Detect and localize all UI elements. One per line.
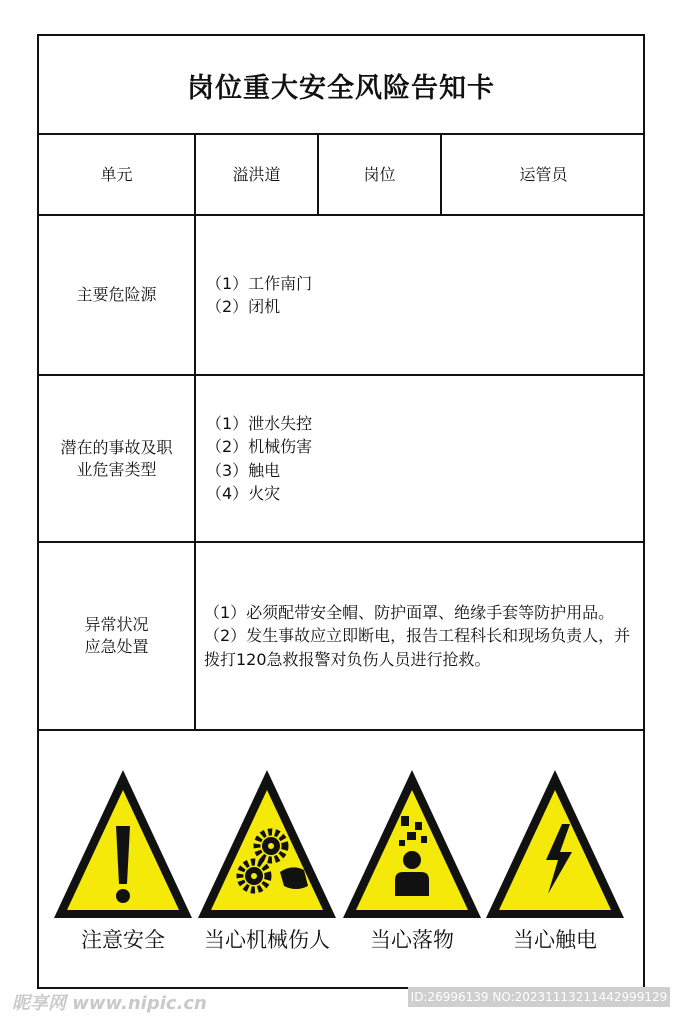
electric-shock-sign (480, 736, 630, 918)
card-title: 岗位重大安全风险告知卡 (187, 72, 495, 104)
emergency-label (39, 543, 194, 729)
hazard-label: 主要危险源 (76, 285, 157, 304)
emergency-label-line: 异常状况 (84, 615, 149, 634)
sign-label: 注意安全 (81, 928, 165, 952)
list-item: （1）必须配带安全帽、防护面罩、绝缘手套等防护用品。 (204, 602, 615, 622)
emergency-list (196, 543, 645, 729)
accident-list (196, 376, 645, 541)
list-item: （2）发生事故应立即断电，报告工程科长和现场负责人，并 (204, 626, 631, 646)
falling-object-sign (337, 736, 487, 918)
sign-label: 当心机械伤人 (204, 928, 330, 952)
list-item: （2）闭机 (206, 297, 281, 316)
divider (39, 729, 643, 731)
accident-label-line: 潜在的事故及职 (60, 437, 173, 457)
unit-value: 溢洪道 (232, 164, 281, 184)
sign-label: 当心落物 (370, 928, 454, 952)
lightning-icon (484, 736, 626, 918)
list-item: 拨打120急救报警对负伤人员进行抢救。 (204, 649, 491, 669)
accident-label-line: 业危害类型 (76, 459, 157, 479)
machine-injury-sign (192, 736, 342, 918)
gear-hand-icon (196, 736, 338, 918)
list-item: （1）工作南门 (206, 273, 313, 293)
list-item: （4）火灾 (206, 484, 281, 503)
post-label: 岗位 (363, 164, 396, 184)
unit-label: 单元 (100, 164, 133, 184)
sign-label: 当心触电 (513, 928, 597, 952)
list-item: （1）泄水失控 (206, 413, 313, 433)
watermark-right: ID:26996139 NO:20231113211442999129 (408, 987, 670, 1007)
hazard-list (196, 216, 645, 374)
emergency-label-line: 应急处置 (84, 637, 149, 656)
list-item: （3）触电 (206, 460, 281, 480)
falling-objects-icon (341, 736, 483, 918)
accident-label (39, 376, 194, 541)
post-value: 运管员 (519, 164, 568, 184)
caution-sign (48, 736, 198, 918)
watermark-left: 昵享网 www.nipic.cn (12, 993, 207, 1014)
list-item: （2）机械伤害 (206, 437, 313, 456)
exclamation-icon (52, 736, 194, 918)
